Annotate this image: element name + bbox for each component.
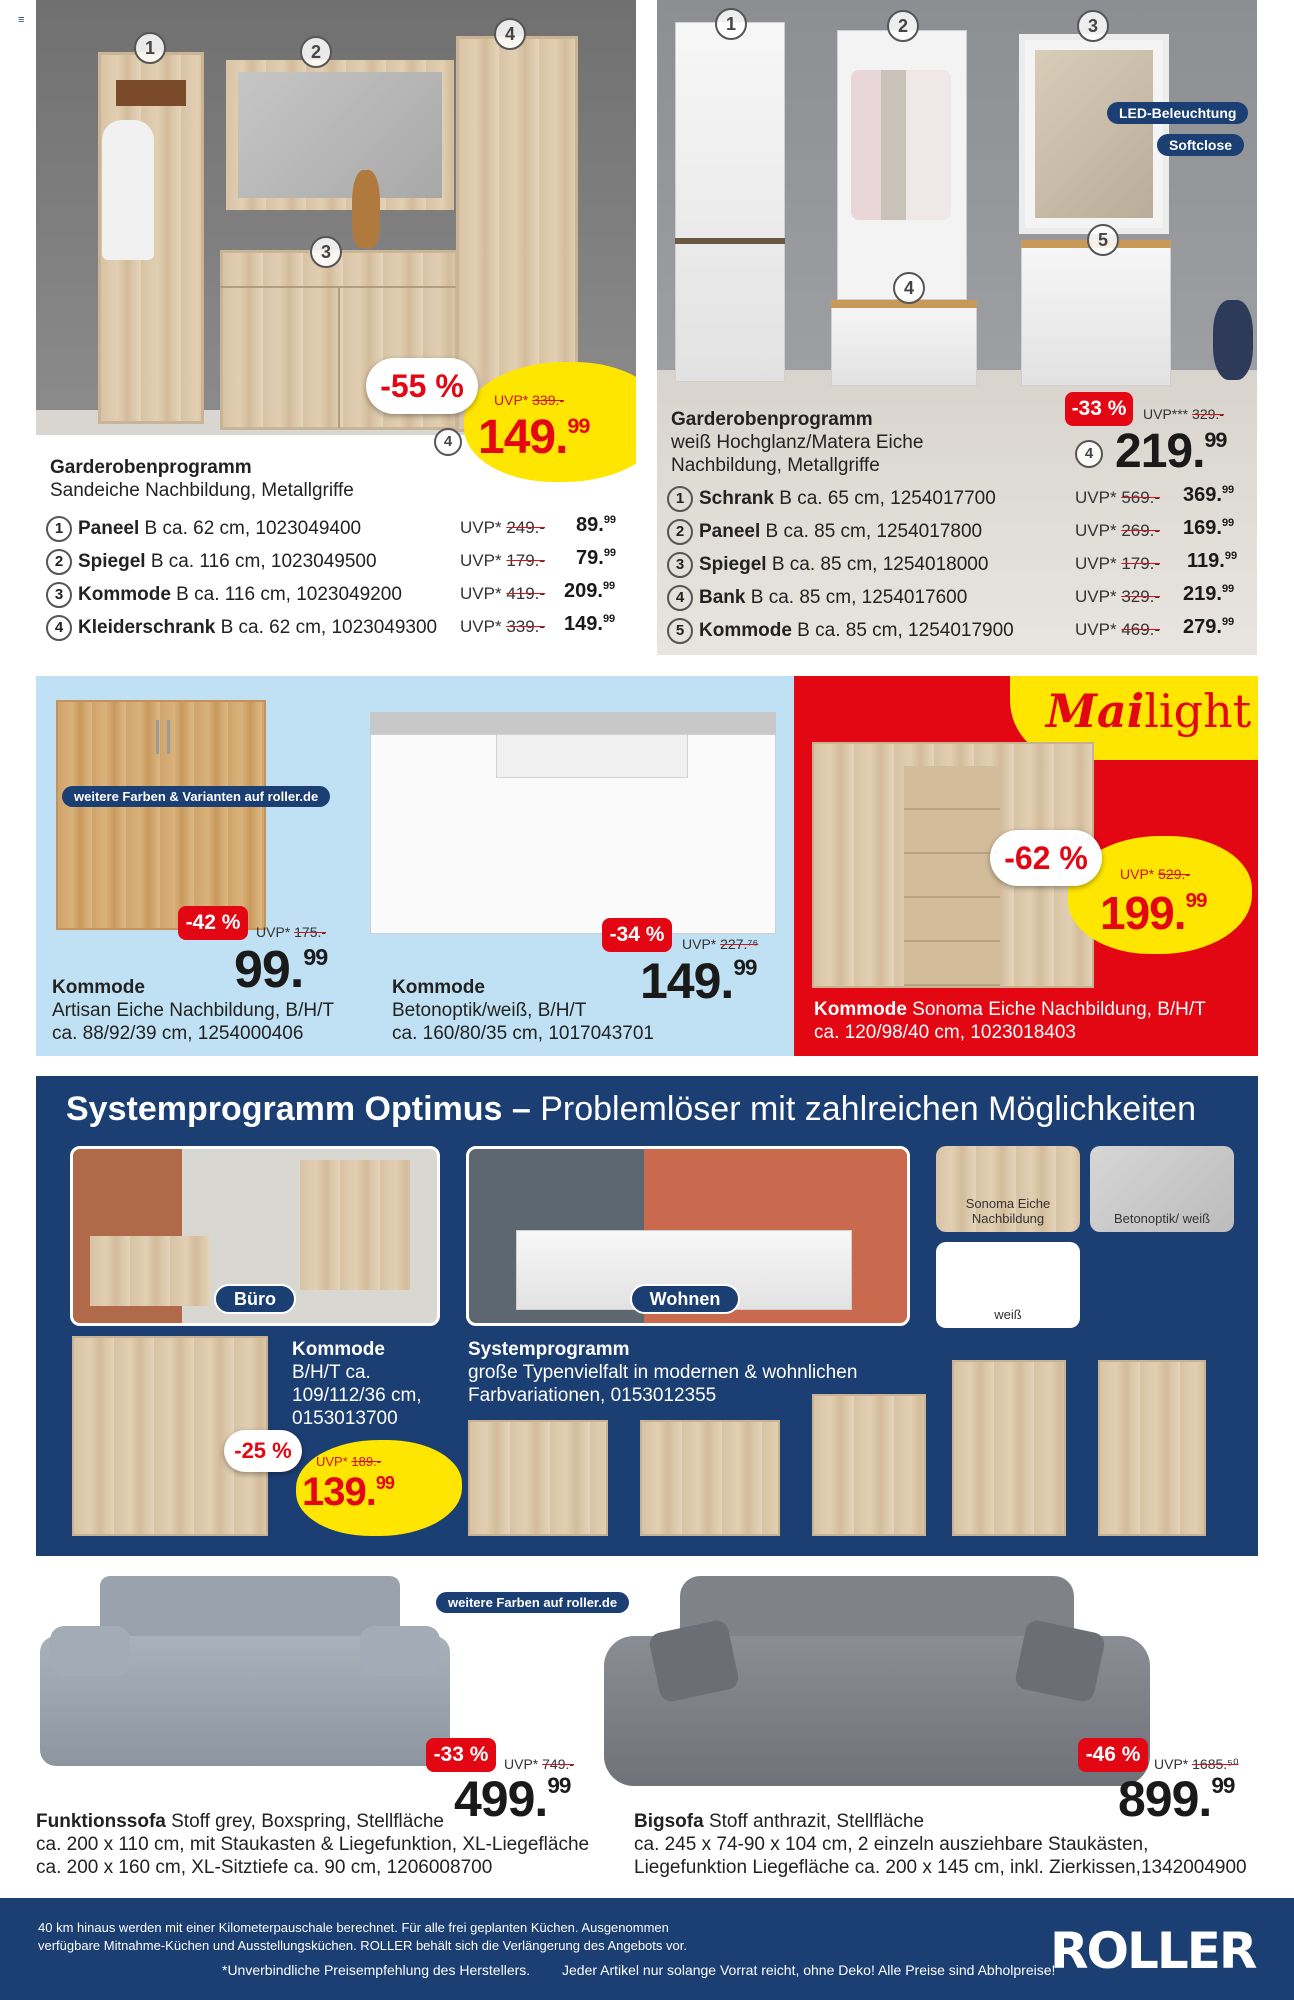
optimus-discount: -25 % [224, 1430, 302, 1472]
item-row-1 [46, 516, 361, 542]
item-row-5 [667, 618, 1014, 644]
item-num: 3 [46, 582, 72, 608]
item-name: Spiegel [78, 551, 146, 573]
mailight-logo [1046, 684, 1251, 738]
num-3: 3 [1077, 10, 1109, 42]
uvp-text: UVP* [256, 924, 291, 940]
vase [352, 170, 380, 248]
num-5: 5 [1087, 224, 1119, 256]
kommode-beton-top [370, 712, 776, 734]
heading-rest: Problemlöser mit zahlreichen Möglichkeiten [530, 1090, 1196, 1128]
price-int: 199. [1100, 887, 1186, 939]
item-uvp-1 [1075, 488, 1160, 508]
item-price-3 [564, 580, 615, 603]
title-bold: Garderobenprogramm [671, 409, 873, 430]
sofa2-image [604, 1576, 1150, 1800]
item-row-2 [46, 549, 377, 575]
schrank-line [675, 238, 785, 244]
k3-drawers [904, 766, 1000, 986]
item-row-3 [46, 582, 402, 608]
item-desc: B ca. 65 cm, 1254017700 [773, 488, 996, 510]
uvp-old: 227.⁷⁶ [720, 936, 759, 952]
item-num: 2 [46, 549, 72, 575]
uvp-text: UVP* [1075, 521, 1117, 540]
k1-title [52, 976, 334, 1045]
num-2: 2 [300, 36, 332, 68]
sofa1-pillow-l [50, 1626, 130, 1676]
title [50, 456, 354, 502]
item-name: Spiegel [699, 554, 767, 576]
title-bold: Kommode [292, 1339, 385, 1360]
optimus-unit-3 [812, 1394, 926, 1536]
title-bold: Funktionssofa [36, 1811, 166, 1832]
uvp-label [494, 392, 564, 408]
price-int: 899. [1118, 1771, 1212, 1827]
num-4: 4 [893, 272, 925, 304]
mai-text: Mai [1046, 684, 1145, 738]
optimus-unit-4 [952, 1360, 1066, 1536]
uvp-text: UVP* [1075, 587, 1117, 606]
item-uvp-1 [460, 518, 545, 538]
uvp-text: UVP* [494, 392, 529, 408]
mirror-glass [1035, 50, 1153, 218]
uvp-old: 175.- [294, 924, 327, 940]
k3-discount: -62 % [990, 830, 1102, 886]
item-uvp-3 [1075, 554, 1160, 574]
line2: Betonoptik/weiß, B/H/T [392, 1000, 587, 1021]
price-cents: 99 [603, 514, 617, 526]
uvp-text: UVP* [316, 1454, 348, 1469]
line3: Farbvariationen, 0153012355 [468, 1385, 717, 1406]
item-num: 2 [667, 519, 693, 545]
item-num: 4 [46, 615, 72, 641]
price-int: 99. [234, 941, 304, 999]
swatch-sonoma: Sonoma Eiche Nachbildung [936, 1146, 1080, 1232]
led-chip: LED-Beleuchtung [1107, 102, 1248, 124]
discount-badge: -55 % [366, 358, 478, 414]
price-cents: 99 [547, 1773, 571, 1799]
price-int: 219. [1115, 425, 1205, 478]
buero-label: Büro [214, 1284, 296, 1314]
item-desc: B ca. 85 cm, 1254017600 [745, 587, 968, 609]
optimus-unit-5 [1098, 1360, 1206, 1536]
uvp-text: UVP* [460, 617, 502, 636]
uvp-old: 529.- [1158, 866, 1191, 882]
swatch-beton: Betonoptik/ weiß [1090, 1146, 1234, 1232]
price-cents: 99 [1211, 1773, 1235, 1799]
price-cents: 99 [602, 580, 616, 592]
uvp-old: 179.- [1121, 554, 1161, 573]
uvp-text: UVP* [1075, 554, 1117, 573]
optimus-sys-title [468, 1338, 857, 1407]
optimus-unit-1 [468, 1420, 608, 1536]
item-row-2 [667, 519, 982, 545]
discount-badge: -33 % [1065, 392, 1133, 426]
price-cents: 99 [1221, 484, 1235, 496]
k3-uvp [1120, 866, 1190, 882]
line3: Liegefunktion Liegefläche ca. 200 x 145 cm, inkl. Zierkissen,1342004900 [634, 1857, 1247, 1878]
price-cents: 99 [1221, 583, 1235, 595]
uvp-text: UVP* [1075, 620, 1117, 639]
swatch-weiss: weiß [936, 1242, 1080, 1328]
price-num-4: 4 [1075, 440, 1103, 468]
item-num: 5 [667, 618, 693, 644]
price-cents: 99 [1221, 616, 1235, 628]
title-sub: Sandeiche Nachbildung, Metallgriffe [50, 480, 354, 501]
price-cents: 99 [1221, 517, 1235, 529]
item-uvp-4 [1075, 587, 1160, 607]
item-row-1 [667, 486, 996, 512]
sofa1-chip: weitere Farben auf roller.de [436, 1592, 629, 1613]
item-name: Kommode [699, 620, 792, 642]
title-bold: Kommode [814, 999, 907, 1020]
uvp-old: 749.- [542, 1756, 575, 1772]
price-int: 149. [564, 613, 603, 635]
uvp-text: UVP* [460, 584, 502, 603]
item-price-2 [576, 547, 616, 570]
uvp-text: UVP*** [1143, 406, 1189, 422]
item-name: Kleiderschrank [78, 617, 216, 639]
paneel-shelf [116, 80, 186, 106]
line4: 0153013700 [292, 1408, 398, 1429]
wohnen-label: Wohnen [630, 1284, 740, 1314]
num-4: 4 [494, 18, 526, 50]
price-cents: 99 [733, 955, 757, 981]
title-sub: weiß Hochglanz/Matera Eiche [671, 432, 924, 453]
line3: ca. 160/80/35 cm, 1017043701 [392, 1023, 654, 1044]
mirror-glass [238, 72, 442, 198]
k2-uvp [682, 936, 758, 952]
item-price-2 [1183, 517, 1234, 540]
softclose-chip: Softclose [1157, 134, 1244, 156]
sofa1-title [36, 1810, 589, 1879]
uvp-old: 179.- [506, 551, 546, 570]
price-cents: 99 [603, 547, 617, 559]
item-desc: B ca. 85 cm, 1254018000 [766, 554, 989, 576]
item-name: Schrank [699, 488, 774, 510]
price-main [478, 410, 589, 465]
clothes [851, 70, 951, 220]
title-bold: Garderobenprogramm [50, 457, 252, 478]
price-num-4: 4 [434, 428, 462, 456]
uvp-old: 269.- [1121, 521, 1161, 540]
vase-deco [1213, 300, 1253, 380]
item-price-1 [576, 514, 616, 537]
k1-handles [156, 720, 170, 754]
line2: B/H/T ca. [292, 1362, 371, 1383]
price-int: 149. [640, 953, 734, 1009]
buero-desk [90, 1236, 210, 1306]
light-text: light [1144, 684, 1252, 738]
line3: 109/112/36 cm, [292, 1385, 422, 1406]
sofa2-title [634, 1810, 1247, 1879]
item-price-4 [1183, 583, 1234, 606]
item-desc: B ca. 62 cm, 1023049300 [215, 617, 438, 639]
price-cents: 99 [375, 1472, 394, 1493]
item-uvp-5 [1075, 620, 1160, 640]
section-garderobe-weiss [657, 0, 1257, 655]
sofa1-discount: -33 % [426, 1738, 496, 1772]
item-desc: B ca. 116 cm, 1023049500 [145, 551, 377, 573]
sofa1-pillow-r [360, 1626, 440, 1676]
item-uvp-4 [460, 617, 545, 637]
price-int: 89. [576, 514, 604, 536]
optimus-price [302, 1470, 394, 1515]
k3-title [814, 998, 1206, 1044]
price-int: 209. [564, 580, 603, 602]
item-row-4 [46, 615, 437, 641]
price-int: 369. [1183, 484, 1222, 506]
uvp-text: UVP* [1075, 488, 1117, 507]
item-price-4 [564, 613, 615, 636]
footer-legal-3: *Unverbindliche Preisempfehlung des Herstellers. [222, 1962, 531, 1978]
num-1: 1 [715, 8, 747, 40]
price-cents: 99 [1224, 550, 1238, 562]
corner-mark: ≡ [18, 14, 25, 26]
item-price-3 [1187, 550, 1237, 573]
uvp-old: 249.- [506, 518, 546, 537]
line1: Stoff grey, Boxspring, Stellfläche [165, 1811, 444, 1832]
title-sub2: Nachbildung, Metallgriffe [671, 455, 880, 476]
schrank-furniture [675, 22, 785, 382]
price-main [1115, 424, 1226, 479]
k2-price [640, 952, 756, 1010]
line3: ca. 200 x 160 cm, XL-Sitztiefe ca. 90 cm, 1206008700 [36, 1857, 493, 1878]
item-desc: B ca. 62 cm, 1023049400 [139, 518, 362, 540]
num-2: 2 [887, 10, 919, 42]
k1-chip: weitere Farben & Varianten auf roller.de [62, 786, 330, 807]
buero-shelf [300, 1160, 410, 1290]
item-uvp-2 [1075, 521, 1160, 541]
item-row-4 [667, 585, 967, 611]
item-num: 3 [667, 552, 693, 578]
uvp-text: UVP* [460, 551, 502, 570]
price-cents: 99 [602, 613, 616, 625]
item-row-3 [667, 552, 988, 578]
uvp-text: UVP* [682, 936, 717, 952]
sofa1-image [40, 1576, 450, 1796]
item-name: Kommode [78, 584, 171, 606]
price-int: 149. [478, 411, 568, 464]
k3-price [1100, 886, 1207, 940]
price-int: 219. [1183, 583, 1222, 605]
uvp-old: 329.- [1121, 587, 1161, 606]
item-num: 4 [667, 585, 693, 611]
uvp-old: 329.- [1192, 406, 1224, 422]
line2: Sonoma Eiche Nachbildung, B/H/T [906, 999, 1206, 1020]
sofa2-discount: -46 % [1078, 1738, 1148, 1772]
optimus-uvp [316, 1454, 381, 1469]
num-3: 3 [310, 236, 342, 268]
title-bold: Bigsofa [634, 1811, 704, 1832]
price-cents: 99 [303, 943, 328, 970]
line3: ca. 120/98/40 cm, 1023018403 [814, 1022, 1076, 1043]
item-uvp-2 [460, 551, 545, 571]
line1: Stoff anthrazit, Stellfläche [703, 1811, 925, 1832]
price-int: 499. [454, 1771, 548, 1827]
uvp-label [1143, 406, 1224, 422]
section-garderobe-sandeiche [36, 0, 636, 655]
uvp-text: UVP* [504, 1756, 539, 1772]
uvp-old: 419.- [506, 584, 546, 603]
uvp-text: UVP* [460, 518, 502, 537]
line2: ca. 245 x 74-90 x 104 cm, 2 einzeln ausziehbare Staukästen, [634, 1834, 1149, 1855]
optimus-kom-title [292, 1338, 422, 1430]
footer-legal-1: 40 km hinaus werden mit einer Kilometerpauschale berechnet. Für alle frei geplanten Küchen. Ausgenommen [38, 1920, 669, 1935]
num-1: 1 [134, 32, 166, 64]
k1-uvp [256, 924, 326, 940]
uvp-old: 569.- [1121, 488, 1161, 507]
roller-logo: ROLLER [1050, 1922, 1256, 1980]
optimus-heading [66, 1090, 1196, 1129]
item-uvp-3 [460, 584, 545, 604]
uvp-old: 469.- [1121, 620, 1161, 639]
title-bold: Kommode [52, 977, 145, 998]
price-int: 119. [1187, 550, 1225, 572]
line2: Artisan Eiche Nachbildung, B/H/T [52, 1000, 334, 1021]
footer-legal-2: verfügbare Mitnahme-Küchen und Ausstellungsküchen. ROLLER behält sich die Verlängerung des Angebots vor. [38, 1938, 687, 1953]
uvp-text: UVP* [1154, 1756, 1189, 1772]
optimus-unit-2 [640, 1420, 780, 1536]
uvp-old: 189.- [351, 1454, 382, 1469]
item-name: Bank [699, 587, 746, 609]
item-name: Paneel [78, 518, 140, 540]
item-price-1 [1183, 484, 1234, 507]
footer-legal-4: Jeder Artikel nur solange Vorrat reicht, ohne Deko! Alle Preise sind Abholpreise! [562, 1962, 1056, 1978]
uvp-text: UVP* [1120, 866, 1155, 882]
price-cents: 99 [1185, 889, 1207, 913]
k2-discount: -34 % [602, 918, 672, 952]
item-name: Paneel [699, 521, 761, 543]
k1-discount: -42 % [178, 906, 248, 940]
uvp-old: 1685.⁵⁰ [1192, 1756, 1239, 1772]
price-int: 279. [1183, 616, 1222, 638]
kommode-line2 [338, 288, 340, 428]
item-desc: B ca. 116 cm, 1023049200 [170, 584, 402, 606]
uvp-old: 339.- [532, 392, 565, 408]
line2: ca. 200 x 110 cm, mit Staukasten & Liegefunktion, XL-Liegefläche [36, 1834, 590, 1855]
title [671, 408, 923, 477]
uvp-old: 339.- [506, 617, 546, 636]
item-price-5 [1183, 616, 1234, 639]
bank-furniture [831, 300, 977, 386]
price-cents: 99 [1204, 427, 1227, 453]
item-desc: B ca. 85 cm, 1254017800 [760, 521, 983, 543]
price-int: 139. [302, 1470, 376, 1514]
price-int: 79. [576, 547, 604, 569]
title-bold: Systemprogramm [468, 1339, 630, 1360]
line3: ca. 88/92/39 cm, 1254000406 [52, 1023, 304, 1044]
price-cents: 99 [567, 413, 590, 439]
coat [102, 120, 154, 260]
kommode-furniture [1021, 240, 1171, 386]
k2-drawer [496, 734, 688, 778]
heading-bold: Systemprogramm Optimus – [66, 1090, 531, 1128]
item-num: 1 [46, 516, 72, 542]
k2-title [392, 976, 654, 1045]
title-bold: Kommode [392, 977, 485, 998]
price-int: 169. [1183, 517, 1222, 539]
item-desc: B ca. 85 cm, 1254017900 [791, 620, 1014, 642]
item-num: 1 [667, 486, 693, 512]
line2: große Typenvielfalt in modernen & wohnlichen [468, 1362, 858, 1383]
